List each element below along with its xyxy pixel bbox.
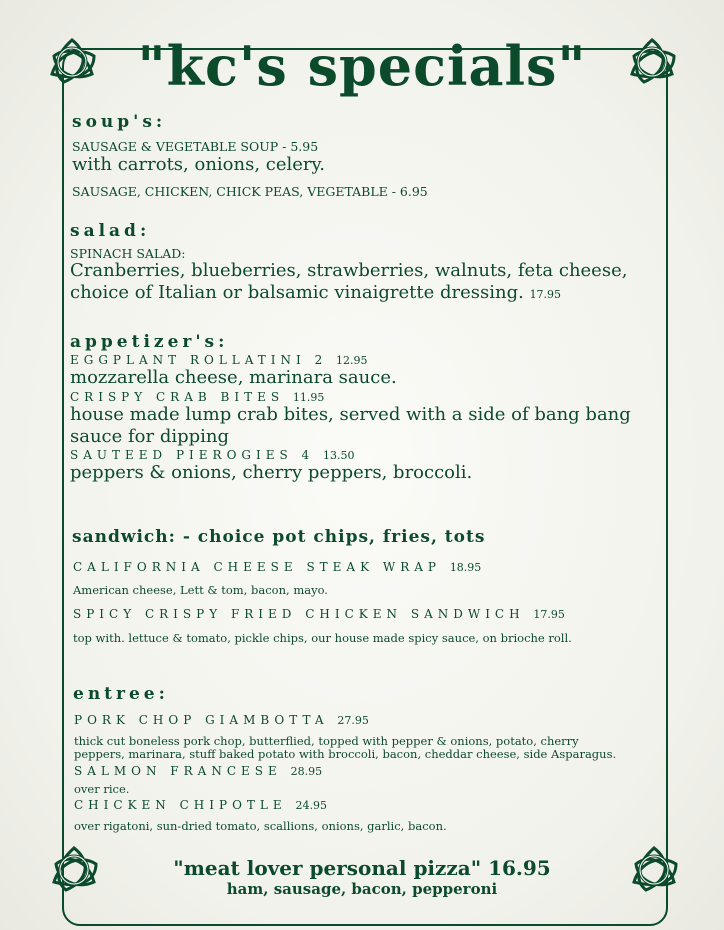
- appetizer-item-name: [70, 390, 324, 404]
- entree-item-name: [74, 764, 322, 778]
- entree-name-text: PORK CHOP GIAMBOTTA: [74, 713, 329, 727]
- appetizers-heading: appetizer's:: [70, 332, 229, 352]
- appetizer-name-text: CRISPY CRAB BITES: [70, 390, 285, 404]
- entree-price: 24.95: [295, 799, 327, 812]
- appetizer-name-text: SAUTEED PIEROGIES 4: [70, 448, 315, 462]
- sandwich-description: top with. lettuce & tomato, pickle chips, our house made spicy sauce, on brioche roll.: [73, 631, 572, 645]
- sandwich-name-text: CALIFORNIA CHEESE STEAK WRAP: [73, 560, 441, 574]
- salad-description-line: [70, 282, 561, 303]
- soups-heading: soup's:: [72, 112, 167, 132]
- appetizer-price: 12.95: [336, 354, 368, 367]
- appetizer-name-text: EGGPLANT ROLLATINI 2: [70, 353, 328, 367]
- sandwich-description: American cheese, Lett & tom, bacon, mayo.: [73, 583, 328, 597]
- entree-description: peppers, marinara, stuff baked potato with broccoli, bacon, cheddar cheese, side Asparagus.: [74, 747, 617, 761]
- sandwich-price: 18.95: [449, 561, 482, 574]
- appetizer-description: mozzarella cheese, marinara sauce.: [70, 367, 397, 388]
- entree-name-text: SALMON FRANCESE: [74, 764, 282, 778]
- soup-item-name: SAUSAGE, CHICKEN, CHICK PEAS, VEGETABLE - 6.95: [72, 184, 428, 199]
- appetizer-description: sauce for dipping: [70, 426, 230, 447]
- pizza-toppings: ham, sausage, bacon, pepperoni: [226, 880, 498, 898]
- sandwich-item-name: [73, 560, 481, 574]
- entree-item-name: [74, 798, 327, 812]
- appetizer-price: 11.95: [292, 391, 325, 404]
- appetizer-price: 13.50: [323, 449, 355, 462]
- pizza-special: "meat lover personal pizza" 16.95: [173, 856, 551, 880]
- salad-heading: salad:: [70, 221, 151, 241]
- sandwich-name-text: SPICY CRISPY FRIED CHICKEN SANDWICH: [73, 607, 525, 621]
- menu-border: [62, 48, 668, 926]
- entree-description: thick cut boneless pork chop, butterflied, topped with pepper & onions, potato, cherry: [74, 734, 579, 748]
- entree-heading: entree:: [73, 684, 169, 704]
- entree-price: 27.95: [337, 714, 369, 727]
- entree-description: over rice.: [74, 782, 130, 796]
- sandwich-price: 17.95: [533, 608, 565, 621]
- entree-price: 28.95: [290, 765, 323, 778]
- salad-description-text: choice of Italian or balsamic vinaigrette dressing.: [70, 282, 524, 303]
- sandwich-item-name: [73, 607, 565, 621]
- salad-description-line: Cranberries, blueberries, strawberries, walnuts, feta cheese,: [70, 260, 628, 281]
- entree-description: over rigatoni, sun-dried tomato, scallions, onions, garlic, bacon.: [74, 819, 447, 833]
- sandwich-heading: sandwich: - choice pot chips, fries, tots: [72, 527, 486, 547]
- appetizer-item-name: [70, 353, 368, 367]
- appetizer-description: peppers & onions, cherry peppers, broccoli.: [70, 462, 473, 483]
- salad-item-name: SPINACH SALAD:: [70, 246, 186, 261]
- appetizer-item-name: [70, 448, 355, 462]
- salad-price: 17.95: [529, 288, 562, 301]
- appetizer-description: house made lump crab bites, served with a side of bang bang: [70, 404, 631, 425]
- soup-item-name: SAUSAGE & VEGETABLE SOUP - 5.95: [72, 139, 319, 154]
- menu-title: "kc's specials": [137, 34, 587, 98]
- soup-item-description: with carrots, onions, celery.: [72, 154, 326, 175]
- entree-item-name: [74, 713, 369, 727]
- entree-name-text: CHICKEN CHIPOTLE: [74, 798, 287, 812]
